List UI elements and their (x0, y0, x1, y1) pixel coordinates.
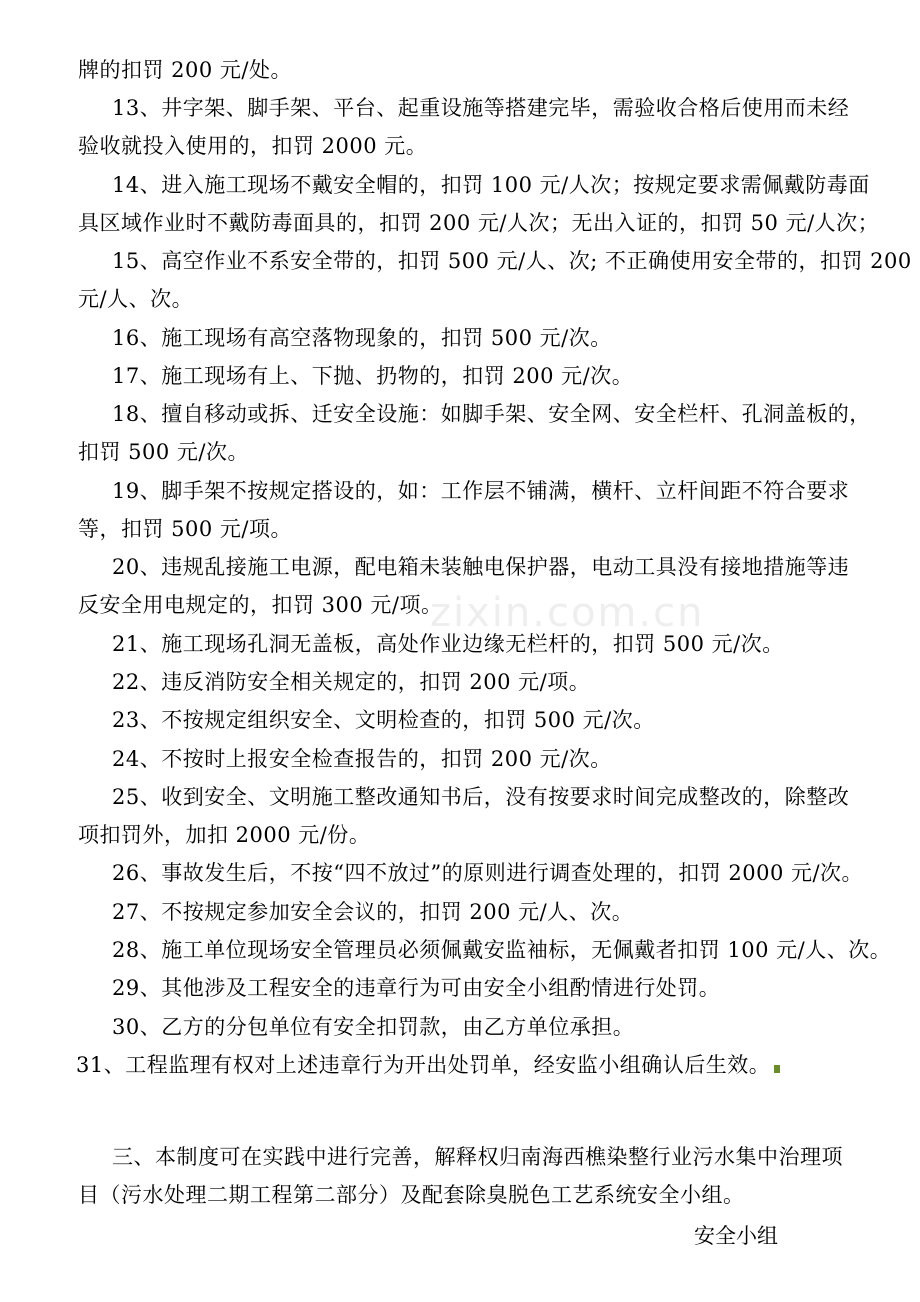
item-28: 28、施工单位现场安全管理员必须佩戴安监袖标，无佩戴者扣罚 100 元/人、次。 (112, 938, 892, 962)
item-19-line-2: 等，扣罚 500 元/项。 (78, 517, 293, 541)
paragraph-line: 牌的扣罚 200 元/处。 (78, 58, 293, 82)
section-3-line-1: 三、本制度可在实践中进行完善，解释权归南海西樵染整行业污水集中治理项 (112, 1145, 843, 1169)
item-31-text: 31、工程监理有权对上述违章行为开出处罚单，经安监小组确认后生效。 (76, 1053, 771, 1077)
item-23: 23、不按规定组织安全、文明检查的，扣罚 500 元/次。 (112, 708, 655, 732)
paragraph-marker-icon (774, 1065, 780, 1073)
watermark: zixin.com.cn (430, 590, 705, 636)
item-22: 22、违反消防安全相关规定的，扣罚 200 元/项。 (112, 670, 591, 694)
item-29: 29、其他涉及工程安全的违章行为可由安全小组酌情进行处罚。 (112, 976, 721, 1000)
item-14-line-1: 14、进入施工现场不戴安全帽的，扣罚 100 元/人次；按规定要求需佩戴防毒面 (112, 173, 870, 197)
item-25-line-1: 25、收到安全、文明施工整改通知书后，没有按要求时间完成整改的，除整改 (112, 785, 850, 809)
item-14-line-2: 具区域作业时不戴防毒面具的，扣罚 200 元/人次；无出入证的，扣罚 50 元/人次； (78, 211, 880, 235)
item-20-line-2: 反安全用电规定的，扣罚 300 元/项。 (78, 593, 443, 617)
item-20-line-1: 20、违规乱接施工电源，配电箱未装触电保护器，电动工具没有接地措施等违 (112, 555, 850, 579)
item-21: 21、施工现场孔洞无盖板，高处作业边缘无栏杆的，扣罚 500 元/次。 (112, 632, 784, 656)
item-26: 26、事故发生后，不按“四不放过”的原则进行调查处理的，扣罚 2000 元/次。 (112, 861, 864, 885)
item-15-line-1: 15、高空作业不系安全带的，扣罚 500 元/人、次; 不正确使用安全带的，扣罚 200 (112, 249, 912, 273)
item-13-line-2: 验收就投入使用的，扣罚 2000 元。 (78, 134, 428, 158)
item-15-line-2: 元/人、次。 (78, 287, 194, 311)
item-18-line-2: 扣罚 500 元/次。 (78, 440, 250, 464)
section-3-line-2: 目（污水处理二期工程第二部分）及配套除臭脱色工艺系统安全小组。 (78, 1183, 745, 1207)
item-19-line-1: 19、脚手架不按规定搭设的，如：工作层不铺满，横杆、立杆间距不符合要求 (112, 479, 850, 503)
item-25-line-2: 项扣罚外，加扣 2000 元/份。 (78, 823, 371, 847)
item-24: 24、不按时上报安全检查报告的，扣罚 200 元/次。 (112, 747, 612, 771)
item-27: 27、不按规定参加安全会议的，扣罚 200 元/人、次。 (112, 900, 634, 924)
item-31 (76, 1052, 780, 1078)
item-13-line-1: 13、井字架、脚手架、平台、起重设施等搭建完毕，需验收合格后使用而未经 (112, 96, 850, 120)
signature: 安全小组 (694, 1224, 778, 1248)
item-18-line-1: 18、擅自移动或拆、迁安全设施：如脚手架、安全网、安全栏杆、孔洞盖板的， (112, 402, 871, 426)
item-17: 17、施工现场有上、下抛、扔物的，扣罚 200 元/次。 (112, 364, 634, 388)
item-30: 30、乙方的分包单位有安全扣罚款，由乙方单位承担。 (112, 1015, 635, 1039)
item-16: 16、施工现场有高空落物现象的，扣罚 500 元/次。 (112, 326, 612, 350)
